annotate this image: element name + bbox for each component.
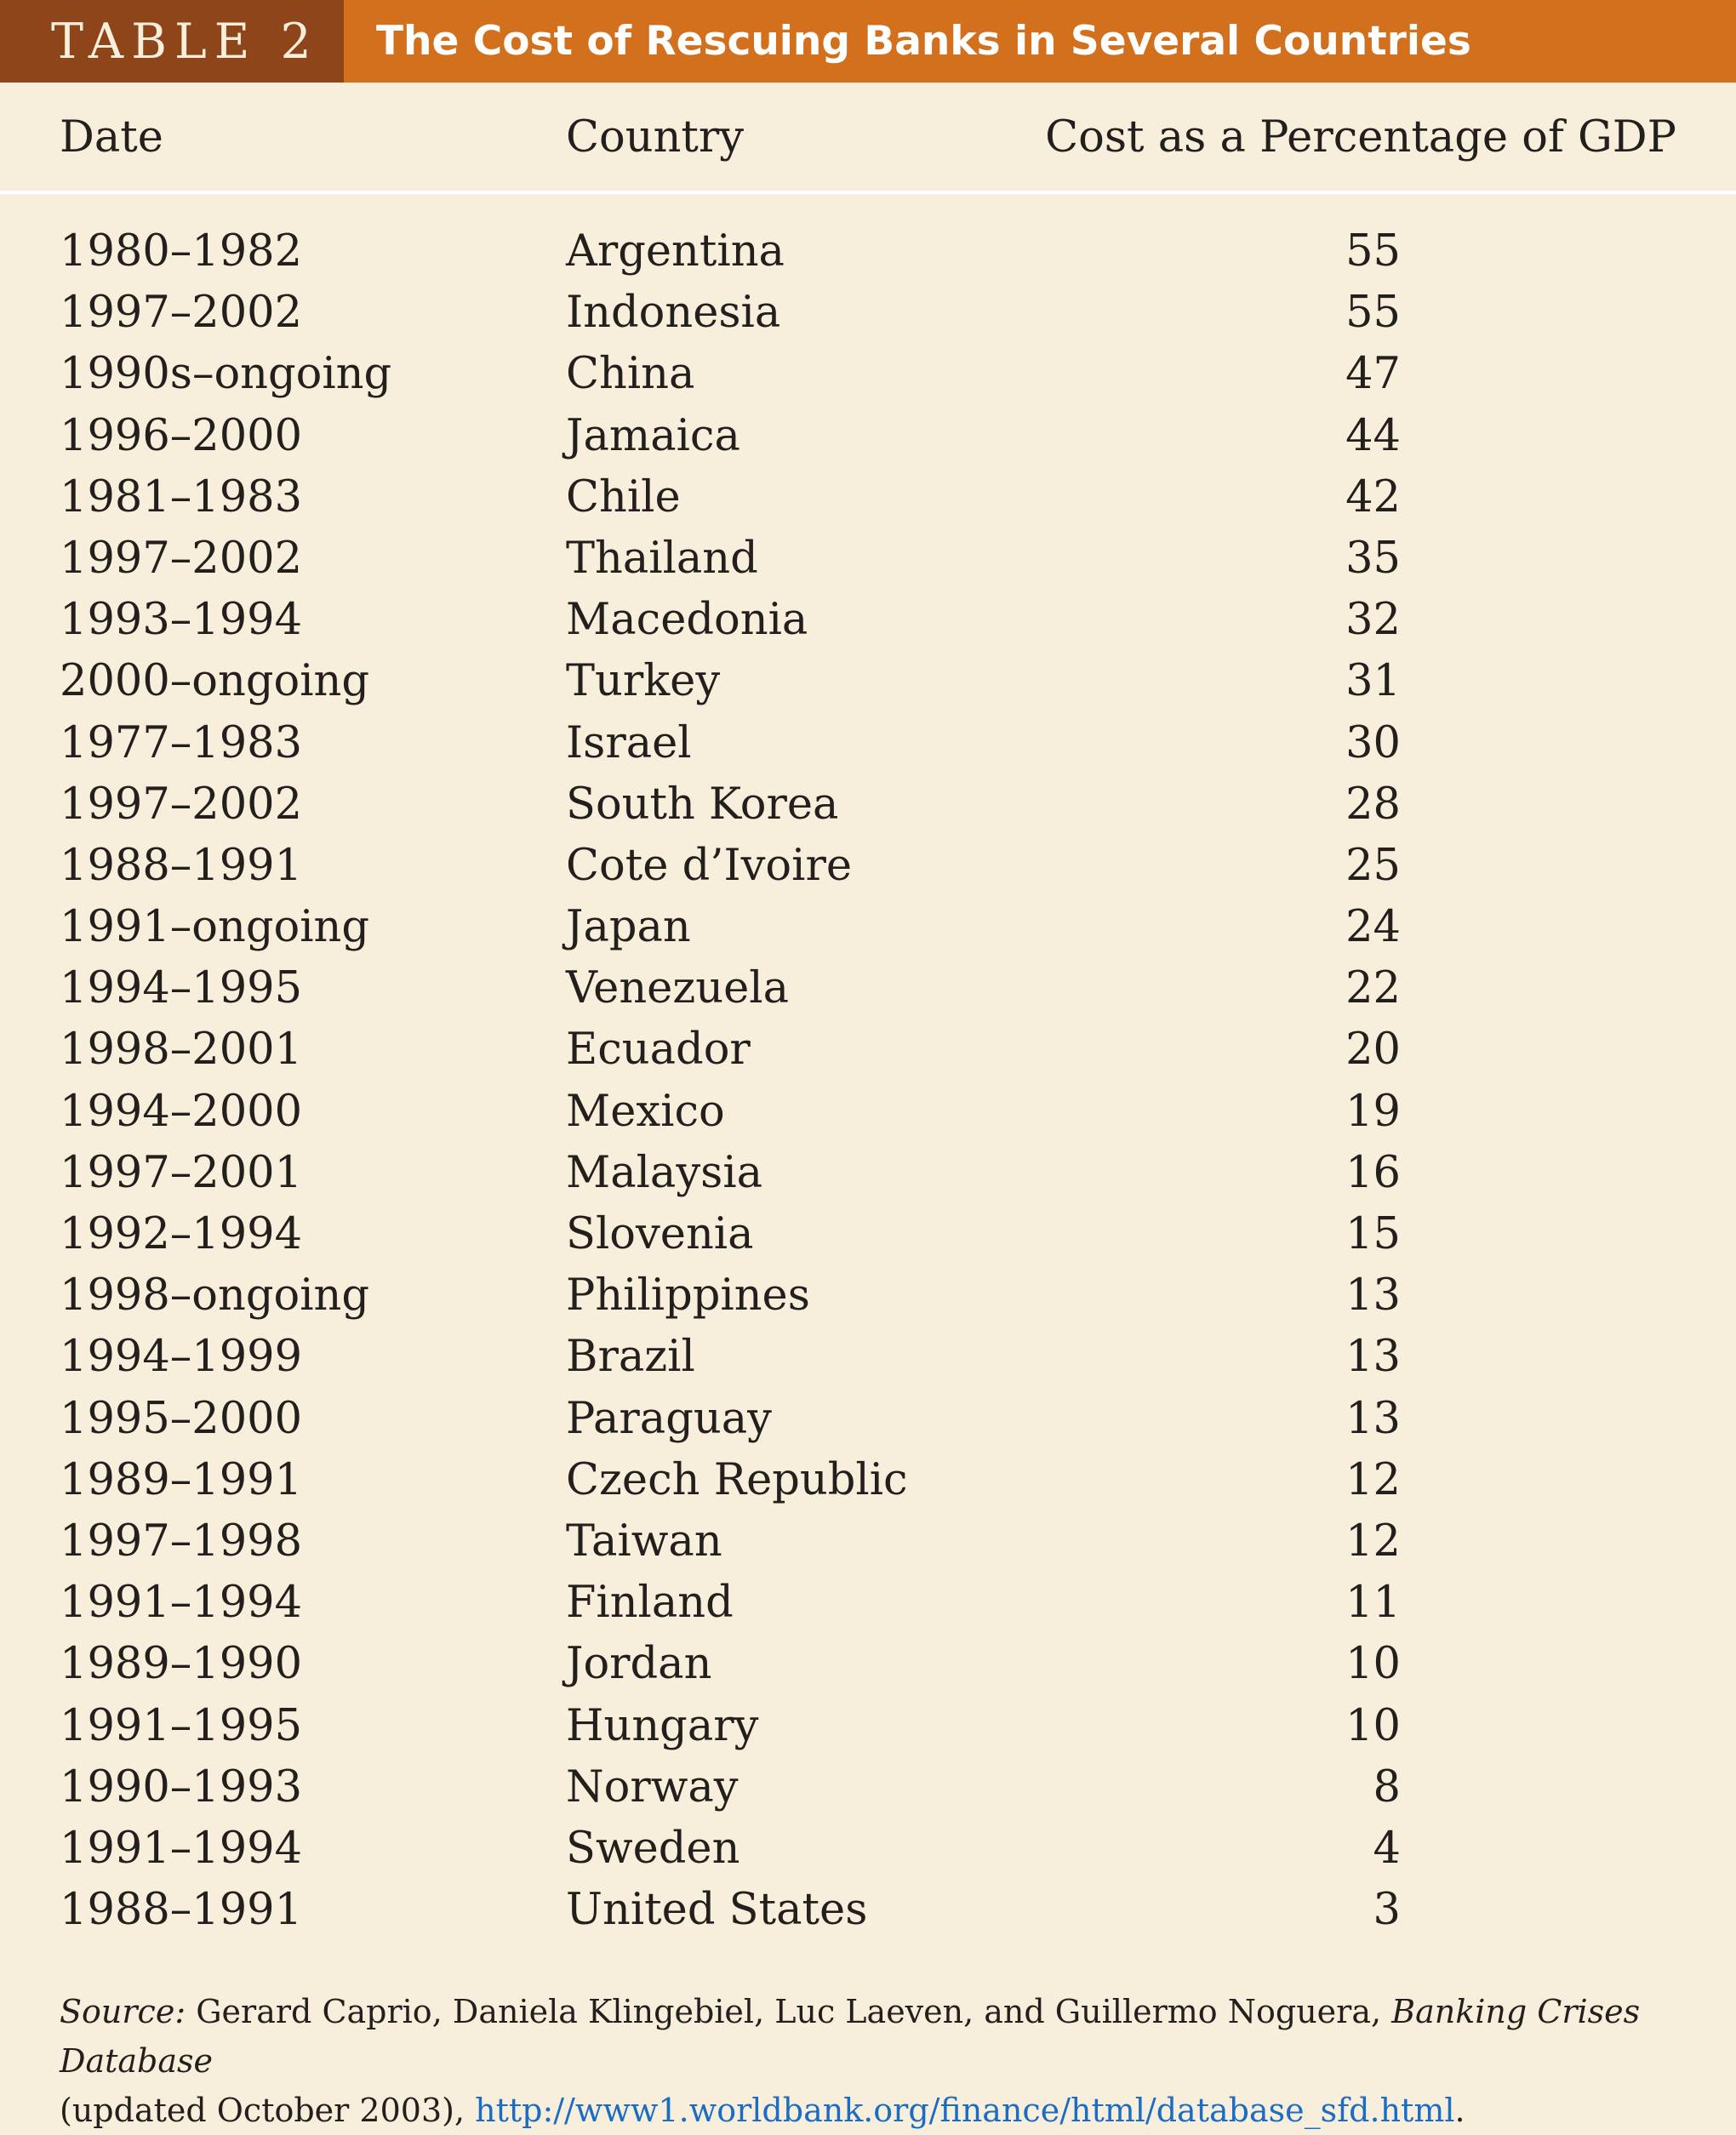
table-row xyxy=(0,958,1736,1019)
source-end: . xyxy=(1454,2092,1465,2129)
cell-cost: 47 xyxy=(1345,349,1401,400)
table-row xyxy=(0,1019,1736,1081)
cell-country: Sweden xyxy=(566,1823,740,1874)
cell-country: Taiwan xyxy=(566,1516,722,1567)
cell-country: Malaysia xyxy=(566,1147,763,1198)
cell-cost: 12 xyxy=(1345,1516,1401,1567)
source-label: Source: xyxy=(60,1993,186,2030)
cell-date: 1995–2000 xyxy=(60,1393,303,1444)
cell-date: 1997–1998 xyxy=(60,1516,303,1567)
source-note xyxy=(60,1987,1685,2135)
table-row xyxy=(0,1204,1736,1265)
cell-cost: 35 xyxy=(1345,533,1401,584)
table-row xyxy=(0,1327,1736,1388)
table-row xyxy=(0,467,1736,528)
cell-cost: 24 xyxy=(1345,902,1401,953)
cell-date: 1994–1999 xyxy=(60,1332,303,1383)
cell-date: 1994–2000 xyxy=(60,1086,303,1137)
cell-cost: 10 xyxy=(1345,1639,1401,1690)
cell-cost: 11 xyxy=(1345,1578,1401,1629)
cell-date: 1977–1983 xyxy=(60,717,303,768)
column-header-country: Country xyxy=(566,112,745,163)
table-row xyxy=(0,1818,1736,1880)
table-row xyxy=(0,1696,1736,1757)
cell-date: 2000–ongoing xyxy=(60,656,369,707)
table-row xyxy=(0,221,1736,283)
cell-country: Philippines xyxy=(566,1270,810,1322)
cell-cost: 13 xyxy=(1345,1393,1401,1444)
cell-country: Turkey xyxy=(566,656,721,707)
table-number-label: TABLE 2 xyxy=(0,0,344,83)
cell-date: 1991–1994 xyxy=(60,1578,303,1629)
cell-date: 1994–1995 xyxy=(60,963,303,1014)
cell-cost: 25 xyxy=(1345,840,1401,891)
cell-country: Paraguay xyxy=(566,1393,772,1444)
column-header-cost: Cost as a Percentage of GDP xyxy=(1045,112,1676,163)
cell-cost: 55 xyxy=(1345,226,1401,277)
table-row xyxy=(0,1389,1736,1450)
cell-date: 1989–1991 xyxy=(60,1454,303,1505)
cell-date: 1991–1995 xyxy=(60,1700,303,1751)
cell-date: 1991–1994 xyxy=(60,1823,303,1874)
source-updated: (updated October 2003), xyxy=(60,2092,476,2129)
cell-date: 1997–2002 xyxy=(60,779,303,830)
cell-cost: 13 xyxy=(1345,1332,1401,1383)
cell-date: 1993–1994 xyxy=(60,595,303,646)
cell-cost: 32 xyxy=(1345,595,1401,646)
cell-country: Ecuador xyxy=(566,1025,751,1076)
cell-date: 1990–1993 xyxy=(60,1761,303,1812)
cell-date: 1988–1991 xyxy=(60,1885,303,1936)
table-row xyxy=(0,836,1736,897)
cell-country: Hungary xyxy=(566,1700,759,1751)
cell-cost: 19 xyxy=(1345,1086,1401,1137)
table-row xyxy=(0,897,1736,958)
table-row xyxy=(0,1082,1736,1143)
cell-cost: 13 xyxy=(1345,1270,1401,1322)
table-row xyxy=(0,1450,1736,1511)
cell-cost: 55 xyxy=(1345,288,1401,339)
cell-country: Chile xyxy=(566,471,681,522)
table-row xyxy=(0,1634,1736,1695)
cell-cost: 22 xyxy=(1345,963,1401,1014)
cell-cost: 30 xyxy=(1345,717,1401,768)
cell-date: 1988–1991 xyxy=(60,840,303,891)
table-row xyxy=(0,651,1736,712)
cell-cost: 15 xyxy=(1345,1209,1401,1259)
cell-country: Thailand xyxy=(566,533,758,584)
cell-country: Indonesia xyxy=(566,288,781,339)
cell-country: Slovenia xyxy=(566,1209,754,1259)
cell-country: Argentina xyxy=(566,226,785,277)
cell-date: 1997–2002 xyxy=(60,533,303,584)
cell-country: Venezuela xyxy=(566,963,789,1014)
cell-date: 1997–2002 xyxy=(60,288,303,339)
cell-country: Czech Republic xyxy=(566,1454,908,1505)
table-row xyxy=(0,1511,1736,1573)
cell-cost: 4 xyxy=(1373,1823,1401,1874)
table-row xyxy=(0,713,1736,774)
table-row xyxy=(0,590,1736,651)
cell-cost: 8 xyxy=(1373,1761,1401,1812)
cell-country: Jordan xyxy=(566,1639,712,1690)
cell-date: 1990s–ongoing xyxy=(60,349,392,400)
cell-cost: 3 xyxy=(1373,1885,1401,1936)
table-row xyxy=(0,1143,1736,1204)
table-row xyxy=(0,774,1736,836)
column-header-date: Date xyxy=(60,112,163,163)
cell-date: 1991–ongoing xyxy=(60,902,369,953)
table-row xyxy=(0,406,1736,467)
source-database-title: Banking Crises Database xyxy=(60,1993,1641,2080)
cell-country: South Korea xyxy=(566,779,839,830)
table-row xyxy=(0,344,1736,405)
table-row xyxy=(0,283,1736,344)
cell-cost: 28 xyxy=(1345,779,1401,830)
cell-country: Macedonia xyxy=(566,595,808,646)
cell-cost: 20 xyxy=(1345,1025,1401,1076)
cell-cost: 12 xyxy=(1345,1454,1401,1505)
cell-date: 1998–ongoing xyxy=(60,1270,369,1322)
cell-country: Brazil xyxy=(566,1332,695,1383)
table-row xyxy=(0,1265,1736,1327)
cell-country: Finland xyxy=(566,1578,734,1629)
cell-date: 1997–2001 xyxy=(60,1147,303,1198)
table-row xyxy=(0,1880,1736,1941)
source-authors: Gerard Caprio, Daniela Klingebiel, Luc Laeven, and Guillermo Noguera, xyxy=(186,1993,1392,2030)
header-divider xyxy=(0,191,1736,194)
cell-date: 1980–1982 xyxy=(60,226,303,277)
cell-date: 1989–1990 xyxy=(60,1639,303,1690)
cell-country: Cote d’Ivoire xyxy=(566,840,853,891)
table-row xyxy=(0,1573,1736,1634)
cell-country: United States xyxy=(566,1885,868,1936)
source-link[interactable]: http://www1.worldbank.org/finance/html/database_sfd.html xyxy=(475,2092,1455,2129)
cell-country: Mexico xyxy=(566,1086,725,1137)
cell-cost: 31 xyxy=(1345,656,1401,707)
table-title: The Cost of Rescuing Banks in Several Countries xyxy=(376,18,1471,65)
cell-country: Jamaica xyxy=(566,410,740,461)
table-body xyxy=(0,221,1736,1941)
table-header-bar xyxy=(0,0,1736,83)
cell-date: 1996–2000 xyxy=(60,410,303,461)
cell-country: China xyxy=(566,349,695,400)
cell-cost: 42 xyxy=(1345,471,1401,522)
table-row xyxy=(0,1757,1736,1818)
cell-date: 1981–1983 xyxy=(60,471,303,522)
cell-date: 1998–2001 xyxy=(60,1025,303,1076)
cell-cost: 44 xyxy=(1345,410,1401,461)
cell-cost: 16 xyxy=(1345,1147,1401,1198)
cell-cost: 10 xyxy=(1345,1700,1401,1751)
cell-country: Japan xyxy=(566,902,691,953)
cell-date: 1992–1994 xyxy=(60,1209,303,1259)
table-row xyxy=(0,528,1736,590)
cell-country: Israel xyxy=(566,717,692,768)
cell-country: Norway xyxy=(566,1761,739,1812)
